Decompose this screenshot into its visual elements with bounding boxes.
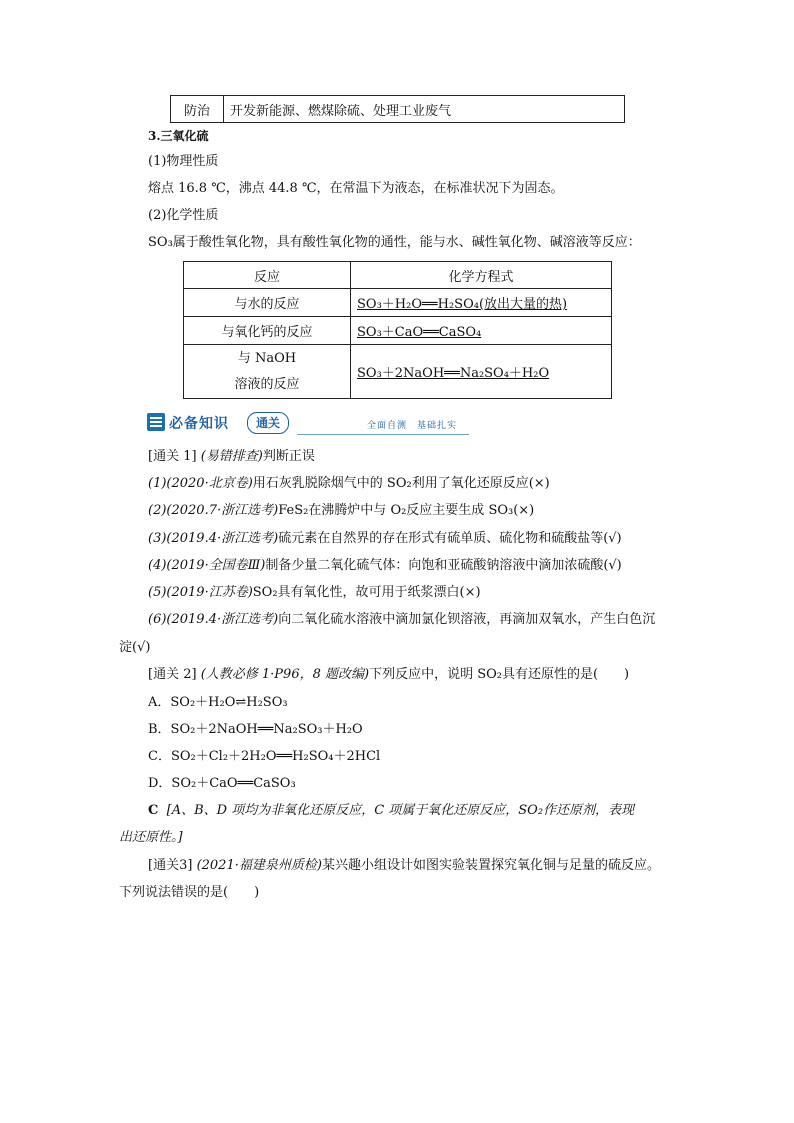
q2-intro: [148, 666, 629, 684]
physical-properties-heading: (1)物理性质: [148, 154, 219, 169]
reaction-name-line1: 与 NaOH: [237, 350, 297, 366]
section-heading: 3.三氧化硫: [148, 129, 209, 143]
q1-item: [148, 557, 622, 575]
q2-option: A．SO₂＋H₂O⇌H₂SO₃: [148, 695, 288, 710]
q2-source: (人教必修 1·P96，8 题改编): [200, 667, 370, 682]
q1-item-text: 硫元素在自然界的存在形式有硫单质、硫化物和硫酸盐等(√): [278, 531, 622, 546]
q1-item-source: (3)(2019.4·浙江选考): [148, 531, 279, 546]
q1-item-source: (4)(2019·全国卷Ⅲ): [148, 558, 266, 573]
q1-item: [148, 475, 550, 493]
reaction-name: 与氧化钙的反应: [184, 317, 351, 345]
reaction-name: [184, 345, 351, 399]
chemical-properties-heading: (2)化学性质: [148, 208, 219, 223]
q3-question-continuation: 下列说法错误的是( ): [119, 885, 260, 900]
q1-item-source: (6)(2019.4·浙江选考): [148, 612, 279, 627]
q2-question: 下列反应中，说明 SO₂具有还原性的是( ): [369, 667, 630, 682]
banner-rule: [297, 434, 469, 435]
q1-item-text: 用石灰乳脱除烟气中的 SO₂利用了氧化还原反应(×): [252, 476, 550, 491]
q2-option: B．SO₂＋2NaOH══Na₂SO₃＋H₂O: [148, 722, 363, 737]
q1-item-source: (5)(2019·江苏卷): [148, 585, 253, 600]
physical-properties-text: 熔点 16.8 ℃，沸点 44.8 ℃，在常温下为液态，在标准状况下为固态。: [148, 181, 564, 196]
prevention-table: [170, 95, 625, 123]
q1-item-text: FeS₂在沸腾炉中与 O₂反应主要生成 SO₃(×): [278, 503, 535, 518]
banner-tagline: 全面自测 基础扎实: [367, 421, 458, 431]
q2-explanation-text: [A、B、D 项均为非氧化还原反应，C 项属于氧化还原反应，SO₂作还原剂，表现: [166, 803, 635, 818]
q1-label: [通关 1]: [148, 449, 197, 464]
q1-item-text: 制备少量二氧化硫气体：向饱和亚硫酸钠溶液中滴加浓硫酸(√): [265, 558, 622, 573]
reaction-equation: SO₃＋H₂O══H₂SO₄(放出大量的热): [351, 289, 612, 317]
q1-tag: (易错排查): [200, 449, 263, 464]
q2-label: [通关 2]: [148, 667, 197, 682]
reaction-name-line2: 溶液的反应: [234, 376, 300, 392]
q1-item-continuation: 淀(√): [119, 640, 151, 655]
q1-item: [148, 530, 622, 548]
prevention-content: 开发新能源、燃煤除硫、处理工业废气: [224, 96, 625, 123]
knowledge-banner: [147, 410, 469, 436]
reaction-name: 与水的反应: [184, 289, 351, 317]
banner-badge: 通关: [247, 412, 289, 434]
q2-explanation: [148, 802, 634, 820]
q2-answer: C: [148, 803, 159, 818]
q1-instruction: 判断正误: [262, 449, 315, 464]
banner-title: 必备知识: [169, 416, 229, 432]
reaction-equation: SO₃＋2NaOH══Na₂SO₄＋H₂O: [351, 345, 612, 399]
prevention-label: 防治: [171, 96, 224, 123]
q1-item: [148, 502, 534, 520]
q1-item-text: SO₂具有氧化性，故可用于纸浆漂白(×): [252, 585, 481, 600]
q1-item: [148, 611, 655, 629]
q2-option: D．SO₂＋CaO══CaSO₃: [148, 776, 296, 791]
header-equation: 化学方程式: [351, 262, 612, 289]
q2-option: C．SO₂＋Cl₂＋2H₂O══H₂SO₄＋2HCl: [148, 749, 381, 764]
header-reaction: 反应: [184, 262, 351, 289]
q1-item: [148, 584, 481, 602]
q1-intro: [148, 448, 315, 466]
q1-item-source: (1)(2020·北京卷): [148, 476, 253, 491]
q3-label: [通关3]: [148, 858, 193, 873]
book-icon: [147, 413, 165, 431]
reaction-equation: SO₃＋CaO══CaSO₄: [351, 317, 612, 345]
q3-source: (2021·福建泉州质检): [196, 858, 322, 873]
q1-item-source: (2)(2020.7·浙江选考): [148, 503, 279, 518]
q3-intro: [148, 857, 660, 875]
q2-explanation-continuation: 出还原性。]: [119, 830, 183, 845]
q1-item-text: 向二氧化硫水溶液中滴加氯化钡溶液，再滴加双氧水，产生白色沉: [278, 612, 656, 627]
q3-question: 某兴趣小组设计如图实验装置探究氧化铜与足量的硫反应。: [321, 858, 660, 873]
chemical-properties-intro: SO₃属于酸性氧化物，具有酸性氧化物的通性，能与水、碱性氧化物、碱溶液等反应：: [148, 235, 641, 250]
reaction-table: [183, 261, 612, 399]
